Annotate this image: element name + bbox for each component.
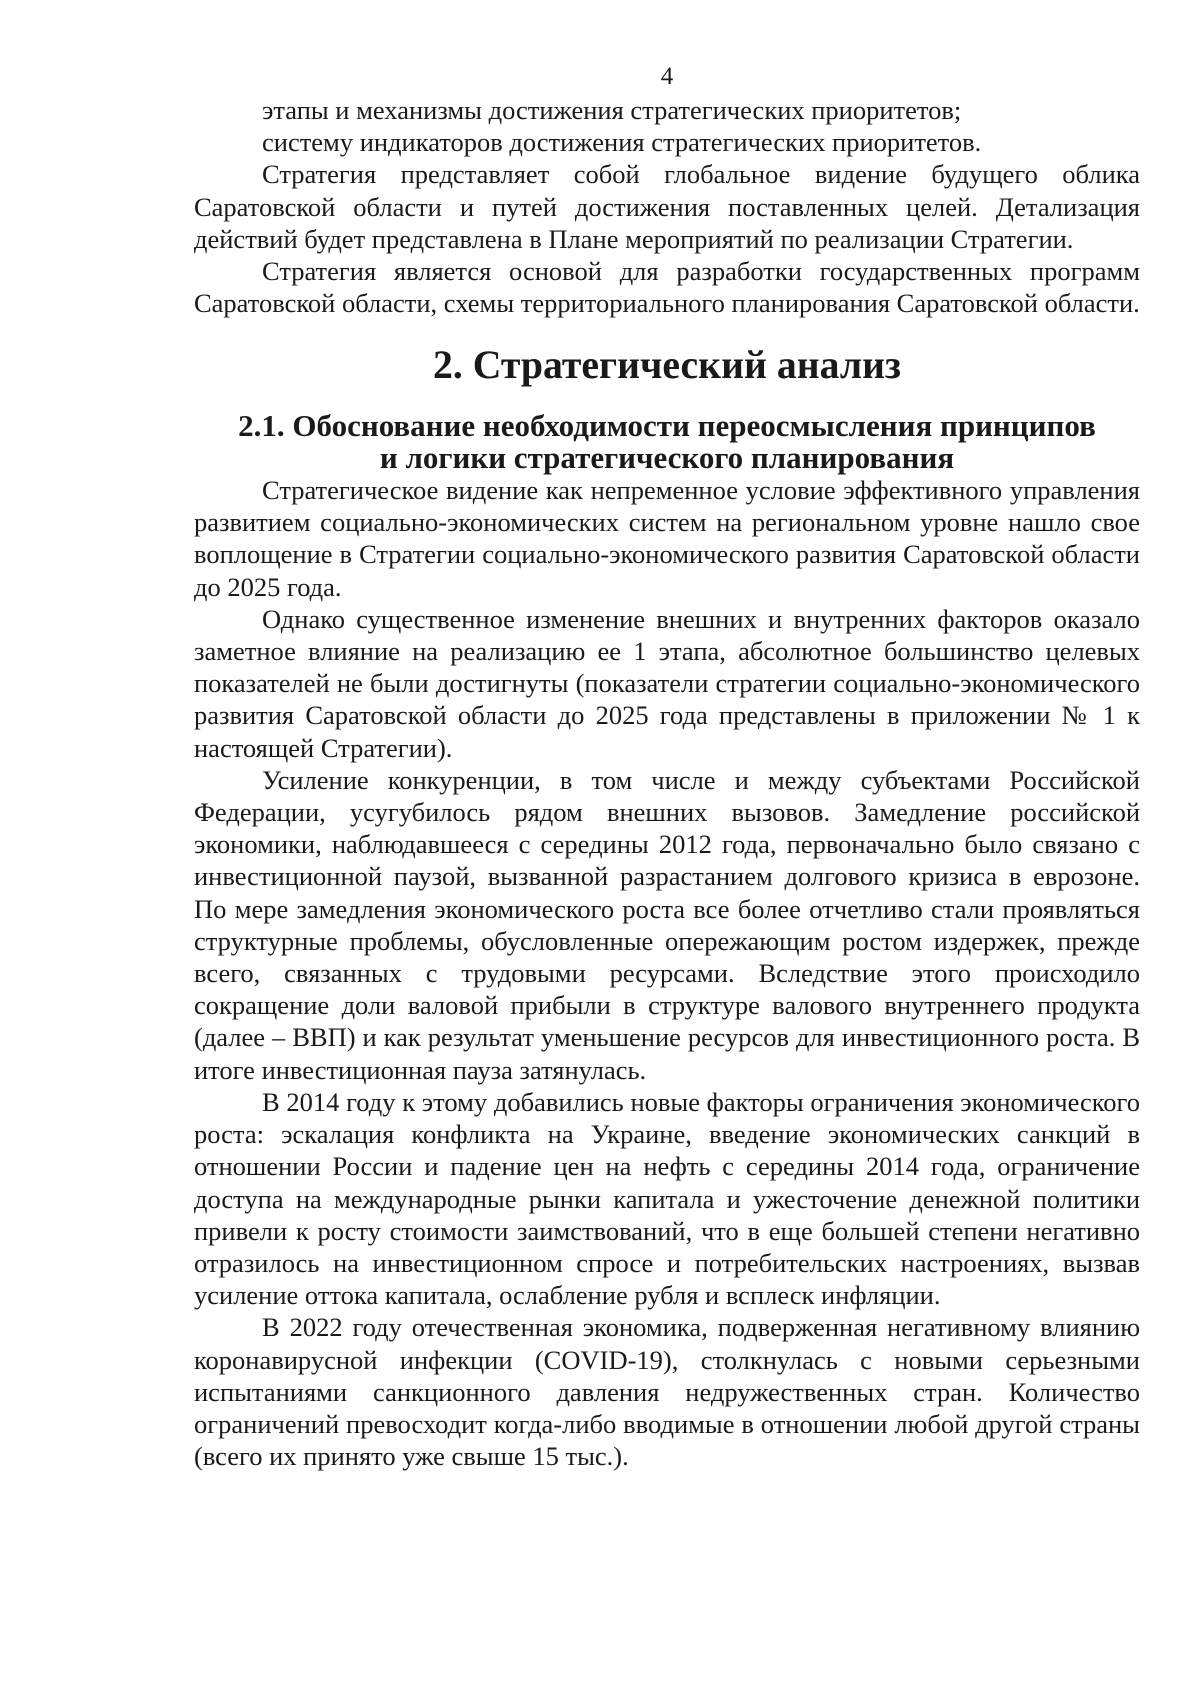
paragraph-strategic-vision: Стратегическое видение как непременное условие эффективного управления развитием социально-экономических систем на региональном уровне нашло свое воплощение в Стратегии социально-экономического развития Саратовской области до 2025 года. (194, 475, 1140, 602)
paragraph-strategy-basis: Стратегия является основой для разработки государственных программ Саратовской области, схемы территориального планирования Саратовской области. (194, 256, 1140, 319)
subsection-heading (194, 407, 1140, 475)
section-heading: 2. Стратегический анализ (432, 343, 902, 388)
page-number: 4 (660, 63, 674, 90)
paragraph-2022: В 2022 году отечественная экономика, подверженная негативному влиянию коронавирусной инфекции (COVID-19), столкнулась с новыми серьезными испытаниями санкционного давления недружественных стран. Количество ограничений превосходит когда-либо вводимые в отношении любой другой страны (всего их принято уже свыше 15 тыс.). (194, 1312, 1140, 1472)
subsection-heading-line-1: 2.1. Обоснование необходимости переосмысления принципов (238, 407, 1096, 443)
paragraph-2014: В 2014 году к этому добавились новые факторы ограничения экономического роста: эскалация конфликта на Украине, введение экономических санкций в отношении России и падение цен на нефть с середины 2014 года, ограничение доступа на международные рынки капитала и ужесточение денежной политики привели к росту стоимости заимствований, что в еще большей степени негативно отразилось на инвестиционном спросе и потребительских настроениях, вызвав усиление оттока капитала, ослабление рубля и всплеск инфляции. (194, 1086, 1140, 1311)
subsection-heading-line-2: и логики стратегического планирования (379, 439, 955, 475)
paragraph-indicators: систему индикаторов достижения стратегических приоритетов. (262, 127, 982, 158)
paragraph-strategy-vision: Стратегия представляет собой глобальное видение будущего облика Саратовской области и путей достижения поставленных целей. Детализация действий будет представлена в Плане мероприятий по реализации Стратегии. (194, 159, 1140, 254)
paragraph-competition: Усиление конкуренции, в том числе и между субъектами Российской Федерации, усугубилось рядом внешних вызовов. Замедление российской экономики, наблюдавшееся с середины 2012 года, первоначально было связано с инвестиционной паузой, вызванной разрастанием долгового кризиса в еврозоне. По мере замедления экономического роста все более отчетливо стали проявляться структурные проблемы, обусловленные опережающим ростом издержек, прежде всего, связанных с трудовыми ресурсами. Вследствие этого происходило сокращение доли валовой прибыли в структуре валового внутреннего продукта (далее – ВВП) и как результат уменьшение ресурсов для инвестиционного роста. В итоге инвестиционная пауза затянулась. (194, 764, 1140, 1085)
paragraph-factors-change: Однако существенное изменение внешних и внутренних факторов оказало заметное влияние на реализацию ее 1 этапа, абсолютное большинство целевых показателей не были достигнуты (показатели стратегии социально-экономического развития Саратовской области до 2025 года представлены в приложении № 1 к настоящей Стратегии). (194, 603, 1140, 763)
paragraph-stages: этапы и механизмы достижения стратегических приоритетов; (262, 95, 962, 125)
